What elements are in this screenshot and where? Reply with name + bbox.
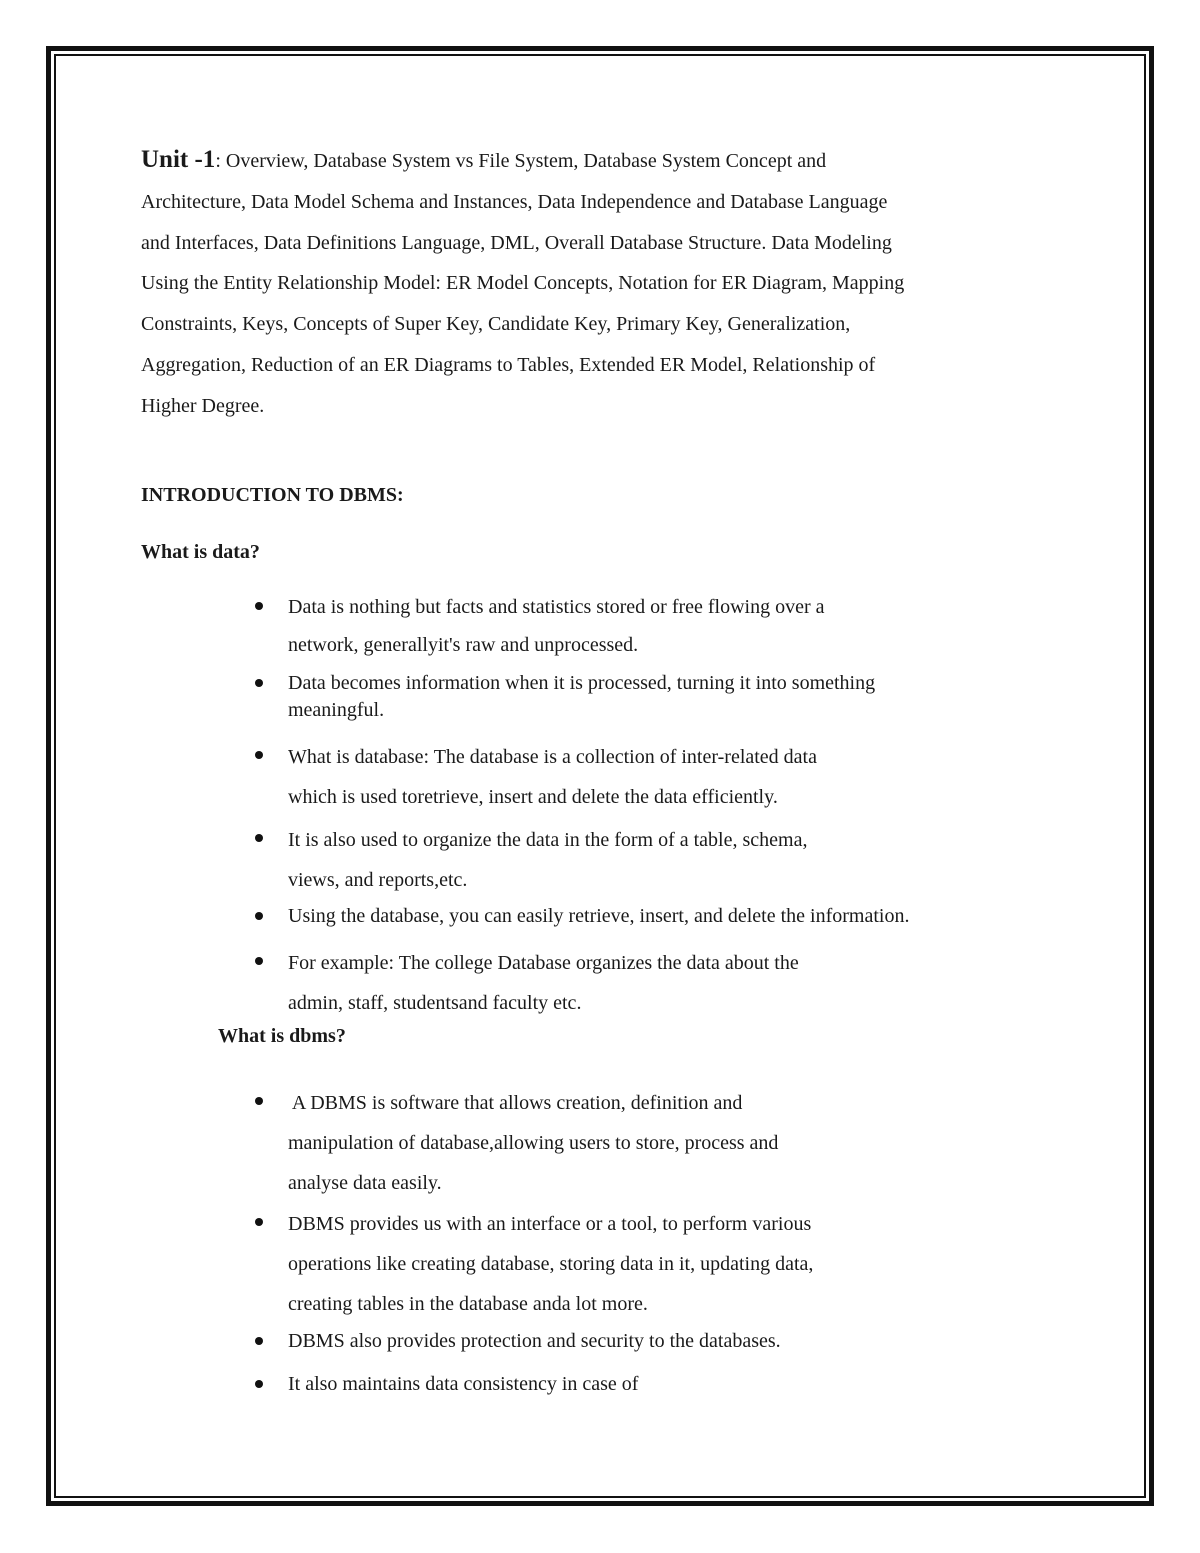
list-item: It is also used to organize the data in the form of a table, schema, views, and reports,etc. [288, 820, 1048, 900]
unit-label: Unit -1 [141, 146, 216, 173]
bullet-icon [255, 957, 263, 965]
bullet-icon [255, 751, 263, 759]
bullet-icon [255, 1097, 263, 1105]
unit-line: Architecture, Data Model Schema and Instances, Data Independence and Database Language [141, 190, 888, 213]
bullet-icon [255, 834, 263, 842]
unit-line: : Overview, Database System vs File System, Database System Concept and [215, 150, 827, 172]
dbms-section-heading: What is dbms? [218, 1025, 346, 1047]
unit-line: Higher Degree. [141, 394, 265, 417]
bullet-icon [255, 679, 263, 687]
list-item: For example: The college Database organizes the data about the admin, staff, studentsand faculty etc. [288, 943, 1048, 1023]
unit-line: Aggregation, Reduction of an ER Diagrams to Tables, Extended ER Model, Relationship of [141, 353, 876, 376]
bullet-icon [255, 1337, 263, 1345]
bullet-icon [255, 1218, 263, 1226]
list-item: DBMS also provides protection and security to the databases. [288, 1326, 1048, 1356]
unit-line: Using the Entity Relationship Model: ER Model Concepts, Notation for ER Diagram, Mapping [141, 272, 905, 295]
bullet-icon [255, 1380, 263, 1388]
list-item: What is database: The database is a collection of inter-related data which is used toretrieve, insert and delete the data efficiently. [288, 737, 1048, 817]
unit-line: and Interfaces, Data Definitions Language, DML, Overall Database Structure. Data Modeling [141, 231, 892, 254]
unit-line: Constraints, Keys, Concepts of Super Key, Candidate Key, Primary Key, Generalization, [141, 313, 851, 336]
list-item: Using the database, you can easily retrieve, insert, and delete the information. [288, 901, 1048, 931]
bullet-icon [255, 912, 263, 920]
unit-syllabus-paragraph [141, 140, 1071, 427]
list-item: A DBMS is software that allows creation, definition and manipulation of database,allowing users to store, process and analyse data easily. [288, 1083, 1048, 1203]
data-section-heading: What is data? [141, 541, 260, 563]
list-item: Data becomes information when it is processed, turning it into something meaningful. [288, 670, 1048, 724]
list-item: Data is nothing but facts and statistics stored or free flowing over a network, generallyit's raw and unprocessed. [288, 588, 1048, 664]
list-item: It also maintains data consistency in case of [288, 1369, 1048, 1399]
list-item: DBMS provides us with an interface or a tool, to perform various operations like creating database, storing data in it, updating data, creating tables in the database anda lot more. [288, 1204, 1048, 1324]
intro-heading: INTRODUCTION TO DBMS: [141, 484, 404, 506]
bullet-icon [255, 602, 263, 610]
